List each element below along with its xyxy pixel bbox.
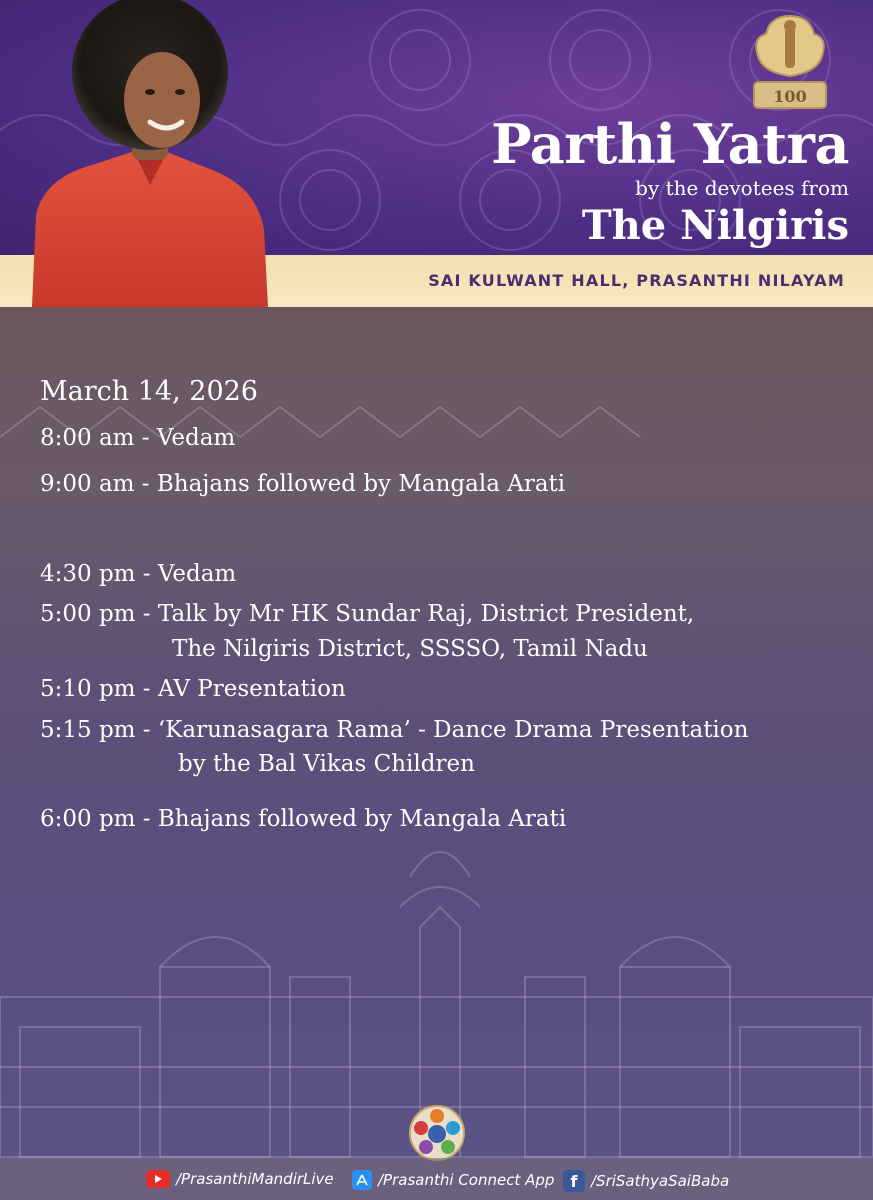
schedule-item-continued: The Nilgiris District, SSSSO, Tamil Nadu — [172, 636, 648, 662]
schedule-item-continued: by the Bal Vikas Children — [178, 751, 475, 777]
region-title: The Nilgiris — [581, 202, 849, 249]
schedule-item: 5:15 pm - ‘Karunasagara Rama’ - Dance Drama Presentation — [40, 717, 749, 743]
subtitle: by the devotees from — [635, 176, 849, 200]
youtube-handle: /PrasanthiMandirLive — [176, 1170, 334, 1188]
facebook-handle: /SriSathyaSaiBaba — [591, 1172, 730, 1190]
svg-text:100: 100 — [773, 87, 807, 106]
youtube-icon — [146, 1170, 170, 1188]
centenary-emblem-icon — [748, 12, 832, 114]
sssso-logo-icon — [408, 1104, 466, 1162]
schedule-item: 5:10 pm - AV Presentation — [40, 676, 346, 702]
facebook-icon: f — [563, 1170, 585, 1192]
schedule-item: 8:00 am - Vedam — [40, 425, 236, 451]
app-link[interactable] — [352, 1170, 554, 1190]
event-date: March 14, 2026 — [40, 376, 258, 407]
app-store-icon — [352, 1170, 372, 1190]
facebook-link[interactable] — [563, 1170, 729, 1192]
page-title: Parthi Yatra — [491, 112, 849, 176]
schedule-item: 5:00 pm - Talk by Mr HK Sundar Raj, District President, — [40, 601, 695, 627]
venue-text: SAI KULWANT HALL, PRASANTHI NILAYAM — [428, 271, 845, 290]
schedule-item: 6:00 pm - Bhajans followed by Mangala Arati — [40, 806, 567, 832]
portrait-image — [22, 0, 272, 307]
youtube-link[interactable] — [146, 1170, 334, 1188]
schedule-item: 4:30 pm - Vedam — [40, 561, 237, 587]
schedule-item: 9:00 am - Bhajans followed by Mangala Arati — [40, 471, 566, 497]
app-name: /Prasanthi Connect App — [378, 1171, 555, 1189]
